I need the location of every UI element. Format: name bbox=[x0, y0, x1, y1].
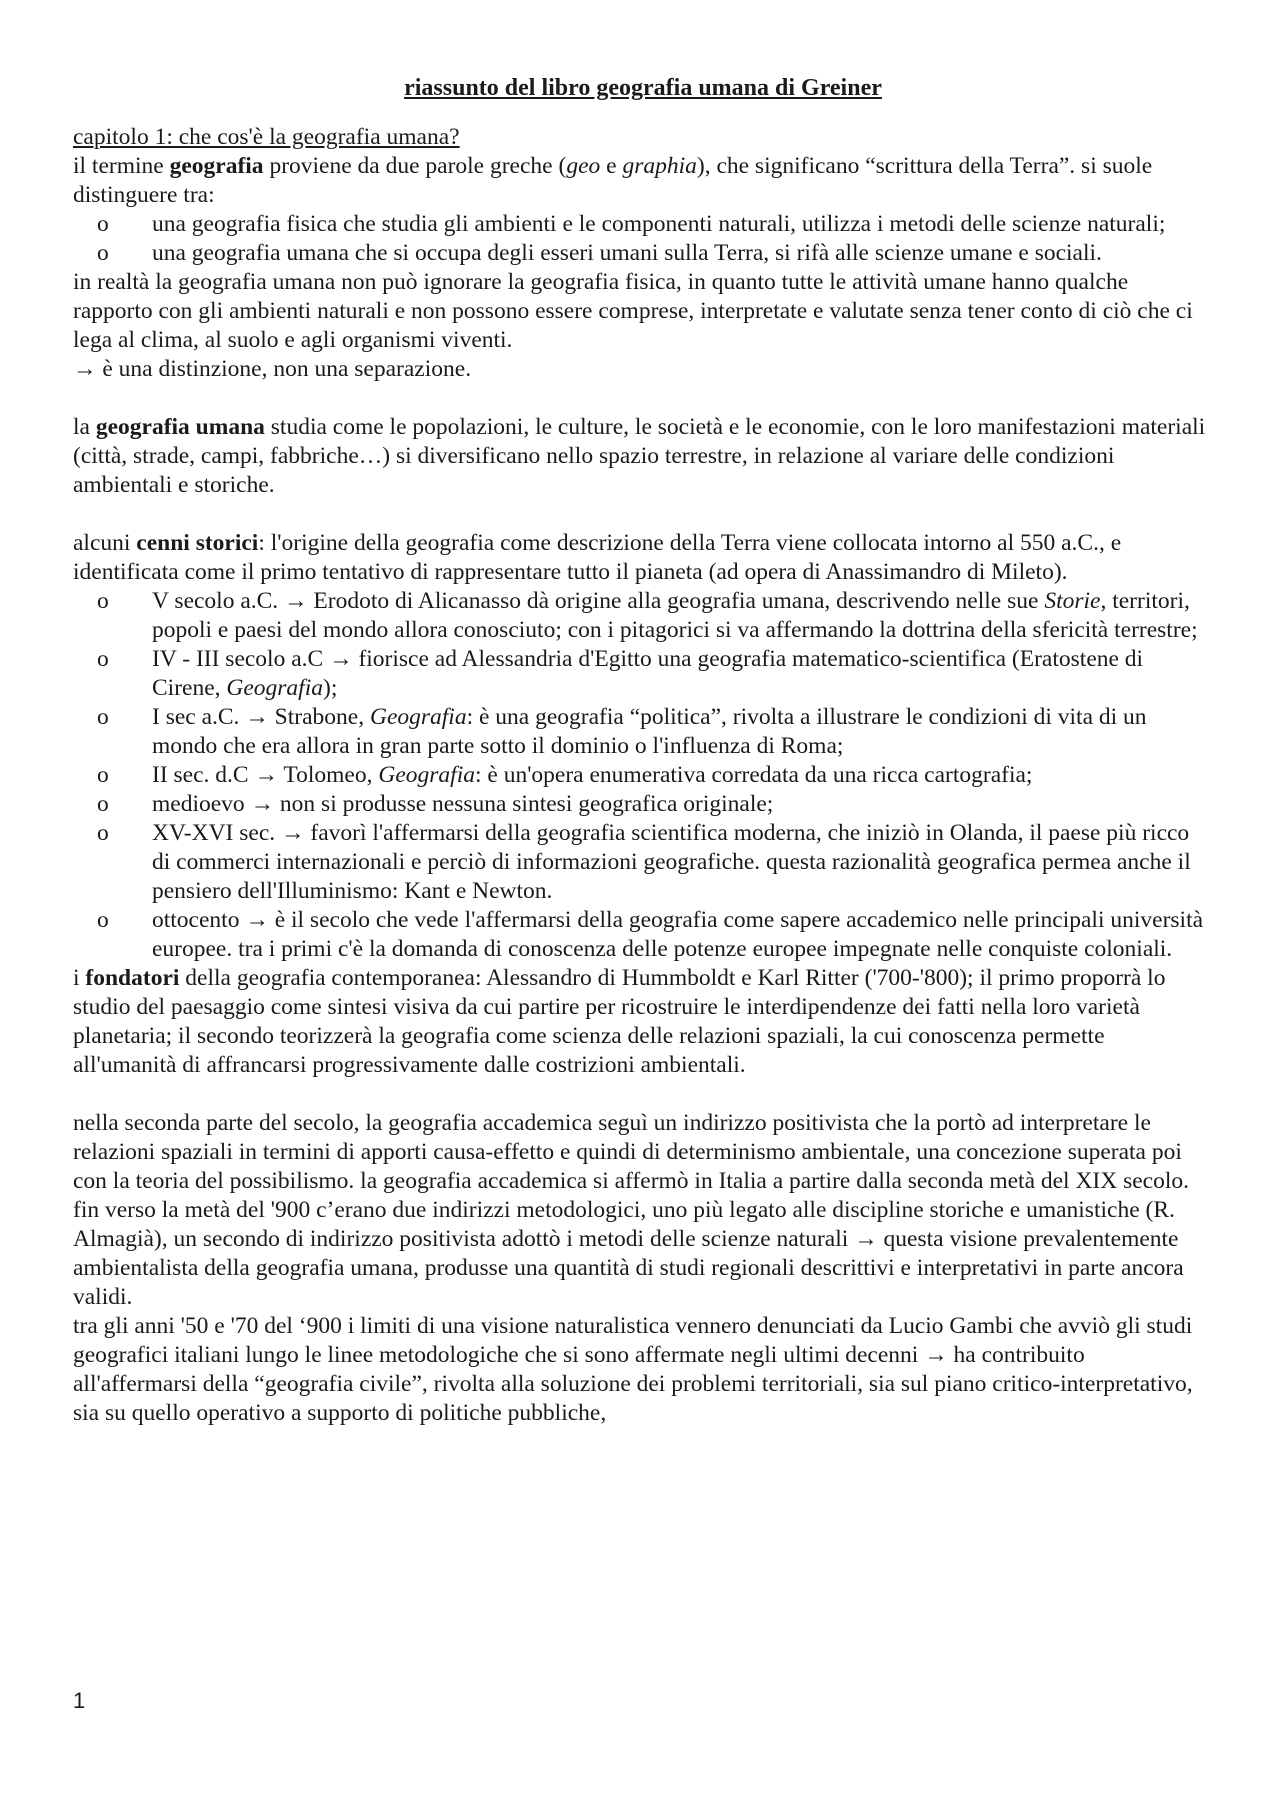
list-item-text: una geografia fisica che studia gli ambienti e le componenti naturali, utilizza i metodi delle scienze naturali; bbox=[152, 211, 1166, 237]
text-run: e bbox=[600, 153, 623, 179]
text-run: della geografia contemporanea: Alessandro di Hummboldt e Karl Ritter ('700-'800); il primo proporrà lo studio del paesaggio come sintesi visiva da cui partire per ricostruire le interdipendenze dei fatti nella loro varietà planetaria; il secondo teorizzerà la geografia come scienza delle relazioni spaziali, la cui conoscenza permette all'umanità di affrancarsi progressivamente dalle costrizioni ambientali. bbox=[73, 965, 1166, 1078]
text-run: i bbox=[73, 965, 86, 991]
italic-term: Geografia bbox=[369, 704, 467, 730]
bullet-list-branches bbox=[73, 210, 1213, 268]
text-run: proviene da due parole greche ( bbox=[263, 153, 567, 179]
bullet-icon: o bbox=[97, 211, 109, 237]
spacer bbox=[73, 384, 1213, 413]
text-run: V secolo a.C. → Erodoto di Alicanasso dà origine alla geografia umana, descrivendo nelle sue bbox=[152, 588, 1045, 614]
paragraph-history bbox=[73, 529, 1213, 587]
italic-term: Geografia bbox=[226, 675, 323, 701]
text-run: II sec. d.C → Tolomeo, bbox=[152, 762, 379, 788]
page-title: riassunto del libro geografia umana di Greiner bbox=[404, 75, 882, 101]
italic-term: Geografia bbox=[378, 762, 475, 788]
bold-term: geografia bbox=[169, 153, 264, 179]
text-run: , territori, popoli e paesi del mondo allora conosciuto; con i pitagorici si va affermando la dottrina della sfericità terrestre; bbox=[152, 588, 1198, 643]
text-run: : è un'opera enumerativa corredata da una ricca cartografia; bbox=[474, 762, 1033, 788]
list-item bbox=[73, 703, 1213, 761]
spacer bbox=[73, 500, 1213, 529]
bold-term: fondatori bbox=[85, 965, 180, 991]
list-item-text: XV-XVI sec. → favorì l'affermarsi della geografia scientifica moderna, che iniziò in Olanda, il paese più ricco di commerci internazionali e perciò di informazioni geografiche. questa razionalità geografica permea anche il pensiero dell'Illuminismo: Kant e Newton. bbox=[152, 820, 1191, 904]
paragraph-methodology: fin verso la metà del '900 c’erano due indirizzi metodologici, uno più legato alle discipline storiche e umanistiche (R. Almagià), un secondo di indirizzo positivista adottò i metodi delle scienze naturali → questa visione prevalentemente ambientalista della geografia umana, produsse una quantità di studi regionali descrittivi e interpretativi in parte ancora validi. bbox=[73, 1197, 1184, 1310]
text-run: IV - III secolo a.C → fiorisce ad Alessandria d'Egitto una geografia matematico-scientifica (Eratostene di Cirene, bbox=[152, 646, 1144, 701]
text-run: il termine bbox=[73, 153, 170, 179]
text-run: studia come le popolazioni, le culture, le società e le economie, con le loro manifestazioni materiali (città, strade, campi, fabbriche…) si diversificano nello spazio terrestre, in relazione al variare delle condizioni ambientali e storiche. bbox=[73, 414, 1206, 498]
paragraph-definition bbox=[73, 152, 1213, 210]
bullet-icon: o bbox=[97, 704, 109, 730]
italic-term: geo bbox=[566, 153, 601, 179]
text-run: la bbox=[73, 414, 96, 440]
text-run: I sec a.C. → Strabone, bbox=[152, 704, 370, 730]
list-item bbox=[73, 210, 1213, 239]
paragraph-reality: in realtà la geografia umana non può ignorare la geografia fisica, in quanto tutte le attività umane hanno qualche rapporto con gli ambienti naturali e non possono essere comprese, interpretate e valutate senza tener conto di ciò che ci lega al clima, al suolo e agli organismi viventi. bbox=[73, 269, 1193, 353]
italic-term: graphia bbox=[622, 153, 697, 179]
list-item-text: ottocento → è il secolo che vede l'affermarsi della geografia come sapere accademico nelle principali università europee. tra i primi c'è la domanda di conoscenza delle potenze europee impegnate nelle conquiste coloniali. bbox=[152, 907, 1204, 962]
text-run: alcuni bbox=[73, 530, 137, 556]
paragraph-human-geography bbox=[73, 413, 1213, 500]
page-number: 1 bbox=[73, 1688, 86, 1713]
list-item bbox=[73, 587, 1213, 645]
paragraph-gambi: tra gli anni '50 e '70 del ‘900 i limiti di una visione naturalistica vennero denunciati da Lucio Gambi che avviò gli studi geografici italiani lungo le linee metodologiche che si sono affermate negli ultimi decenni → ha contribuito all'affermarsi della “geografia civile”, rivolta alla soluzione dei problemi territoriali, sia sul piano critico-interpretativo, sia su quello operativo a supporto di politiche pubbliche, bbox=[73, 1313, 1193, 1426]
list-item bbox=[73, 645, 1213, 703]
bullet-list-history bbox=[73, 587, 1213, 964]
paragraph-founders bbox=[73, 964, 1213, 1080]
bullet-icon: o bbox=[97, 791, 109, 817]
list-item bbox=[73, 761, 1213, 790]
bullet-icon: o bbox=[97, 762, 109, 788]
italic-term: Storie bbox=[1044, 588, 1101, 614]
list-item bbox=[73, 790, 1213, 819]
spacer bbox=[73, 1080, 1213, 1109]
bullet-icon: o bbox=[97, 588, 109, 614]
bullet-icon: o bbox=[97, 907, 109, 933]
list-item bbox=[73, 819, 1213, 906]
bullet-icon: o bbox=[97, 240, 109, 266]
bullet-icon: o bbox=[97, 646, 109, 672]
text-run: ), che significano “scrittura della Terra”. si suole distinguere tra: bbox=[73, 153, 1153, 208]
bold-term: cenni storici bbox=[136, 530, 259, 556]
text-run: : è una geografia “politica”, rivolta a illustrare le condizioni di vita di un mondo che era allora in gran parte sotto il dominio o l'influenza di Roma; bbox=[152, 704, 1147, 759]
paragraph-positivism: nella seconda parte del secolo, la geografia accademica seguì un indirizzo positivista che la portò ad interpretare le relazioni spaziali in termini di apporti causa-effetto e quindi di determinismo ambientale, una concezione superata poi con la teoria del possibilismo. la geografia accademica si affermò in Italia a partire dalla seconda metà del XIX secolo. bbox=[73, 1110, 1190, 1194]
list-item bbox=[73, 239, 1213, 268]
page-content bbox=[73, 74, 1213, 1428]
text-run: ); bbox=[323, 675, 338, 701]
bullet-icon: o bbox=[97, 820, 109, 846]
list-item-text: medioevo → non si produsse nessuna sintesi geografica originale; bbox=[152, 791, 774, 817]
chapter-heading: capitolo 1: che cos'è la geografia umana? bbox=[73, 124, 460, 150]
bold-term: geografia umana bbox=[95, 414, 265, 440]
list-item bbox=[73, 906, 1213, 964]
text-run: : l'origine della geografia come descrizione della Terra viene collocata intorno al 550 a.C., e identificata come il primo tentativo di rappresentare tutto il pianeta (ad opera di Anassimandro di Mileto). bbox=[73, 530, 1122, 585]
list-item-text: una geografia umana che si occupa degli esseri umani sulla Terra, si rifà alle scienze umane e sociali. bbox=[152, 240, 1102, 266]
paragraph-distinction: → è una distinzione, non una separazione. bbox=[73, 356, 472, 382]
